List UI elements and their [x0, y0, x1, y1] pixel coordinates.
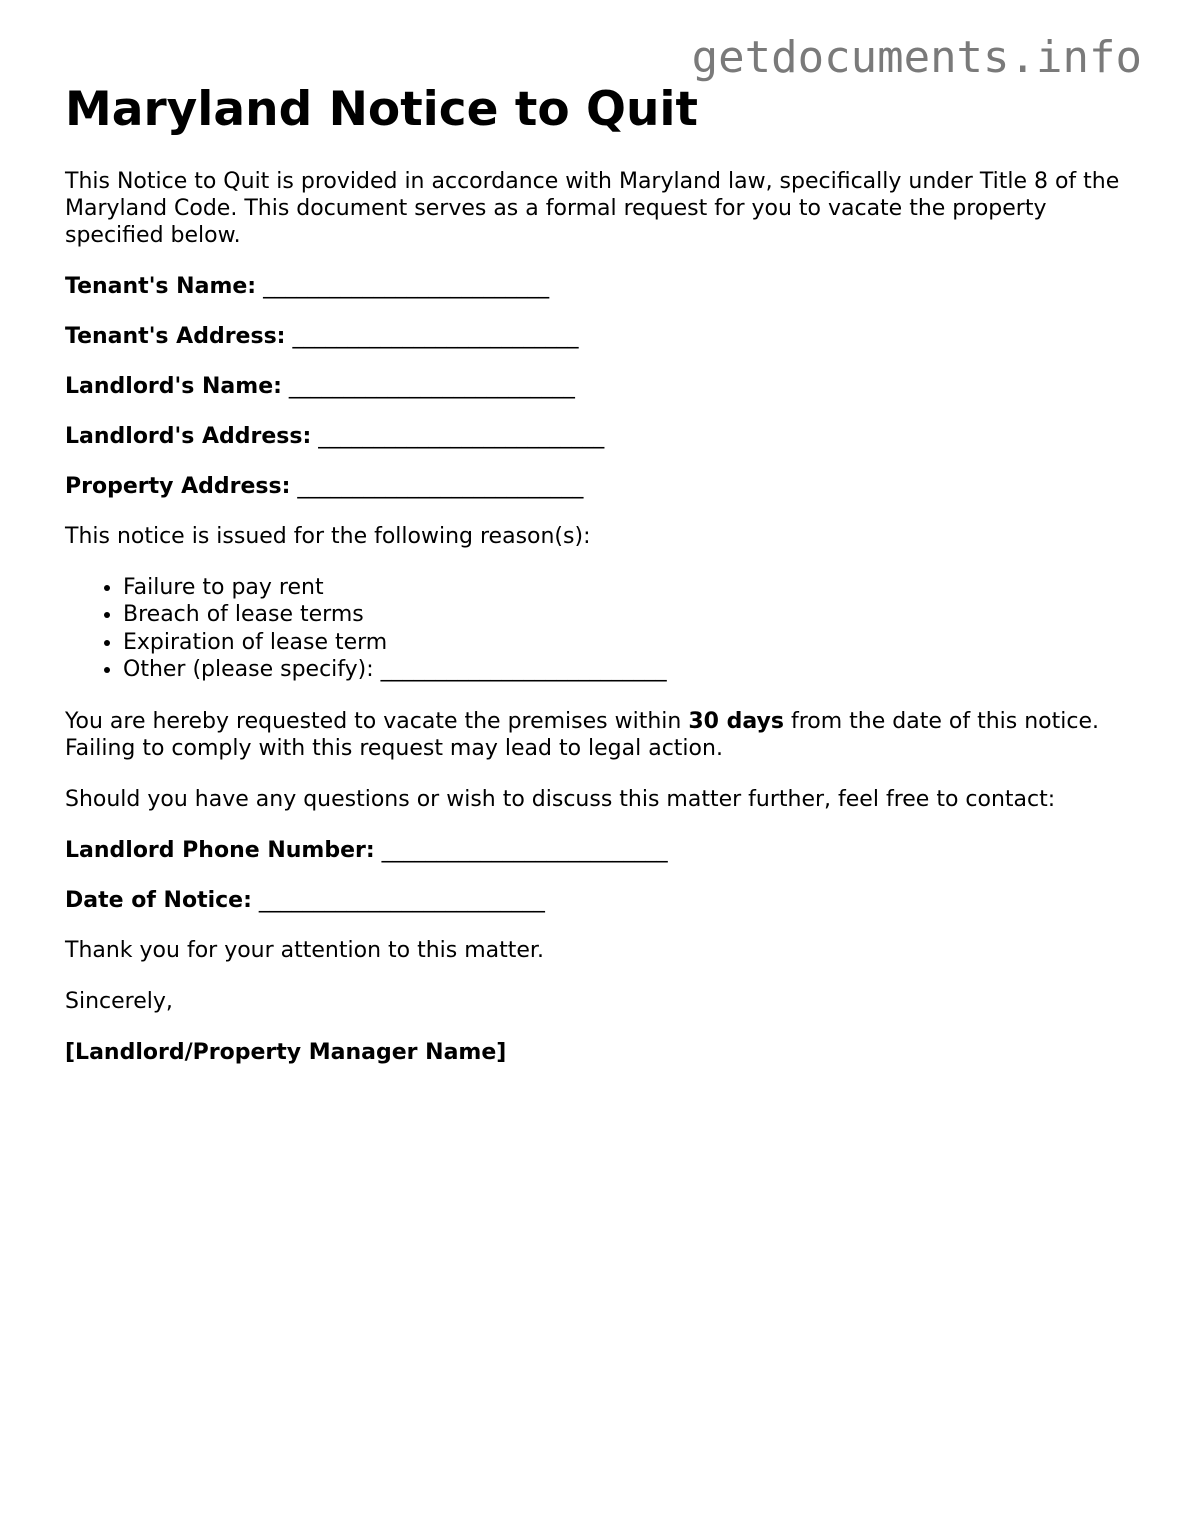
landlord-address-field	[65, 423, 1125, 450]
property-address-blank[interactable]: __________________________	[297, 473, 584, 499]
reason-item	[123, 629, 1125, 657]
document-page	[65, 84, 1125, 1090]
vacate-days: 30 days	[688, 708, 784, 734]
reasons-list	[65, 574, 1125, 684]
reason-other-blank[interactable]: __________________________	[380, 657, 667, 683]
tenant-name-label: Tenant's Name:	[65, 273, 257, 299]
document-title: Maryland Notice to Quit	[65, 82, 699, 137]
reason-text: Expiration of lease term	[123, 629, 388, 655]
property-address-field	[65, 473, 1125, 500]
tenant-name-blank[interactable]: __________________________	[263, 273, 550, 299]
vacate-text-before: You are hereby requested to vacate the premises within	[65, 708, 689, 734]
watermark-text: getdocuments.info	[691, 32, 1142, 83]
signature-placeholder: [Landlord/Property Manager Name]	[65, 1039, 507, 1065]
landlord-address-label: Landlord's Address:	[65, 423, 312, 449]
reason-item	[123, 601, 1125, 629]
tenant-address-field	[65, 323, 1125, 350]
tenant-address-blank[interactable]: __________________________	[292, 323, 579, 349]
notice-date-blank[interactable]: __________________________	[258, 887, 545, 913]
reason-item	[123, 574, 1125, 602]
reason-other-text: Other (please specify):	[123, 657, 374, 683]
reasons-intro: This notice is issued for the following reason(s):	[65, 523, 591, 549]
notice-date-label: Date of Notice:	[65, 887, 252, 913]
landlord-address-blank[interactable]: __________________________	[318, 423, 605, 449]
thanks-paragraph: Thank you for your attention to this matter.	[65, 937, 544, 963]
closing-text: Sincerely,	[65, 988, 173, 1014]
reason-text: Failure to pay rent	[123, 574, 324, 600]
landlord-name-label: Landlord's Name:	[65, 373, 282, 399]
landlord-name-blank[interactable]: __________________________	[288, 373, 575, 399]
landlord-phone-label: Landlord Phone Number:	[65, 837, 375, 863]
landlord-phone-blank[interactable]: __________________________	[381, 837, 668, 863]
reason-item	[123, 656, 1125, 684]
tenant-address-label: Tenant's Address:	[65, 323, 286, 349]
reason-text: Breach of lease terms	[123, 602, 364, 628]
vacate-paragraph	[65, 708, 1125, 762]
notice-date-field	[65, 887, 1125, 914]
landlord-name-field	[65, 373, 1125, 400]
property-address-label: Property Address:	[65, 473, 291, 499]
intro-paragraph: This Notice to Quit is provided in accordance with Maryland law, specifically under Title 8 of the Maryland Code. This document serves as a formal request for you to vacate the property specified below.	[65, 168, 1120, 248]
questions-paragraph: Should you have any questions or wish to discuss this matter further, feel free to contact:	[65, 786, 1056, 812]
vacate-text-after: from the date of this notice. Failing to comply with this request may lead to legal action.	[65, 708, 1099, 761]
landlord-phone-field	[65, 837, 1125, 864]
tenant-name-field	[65, 273, 1125, 300]
